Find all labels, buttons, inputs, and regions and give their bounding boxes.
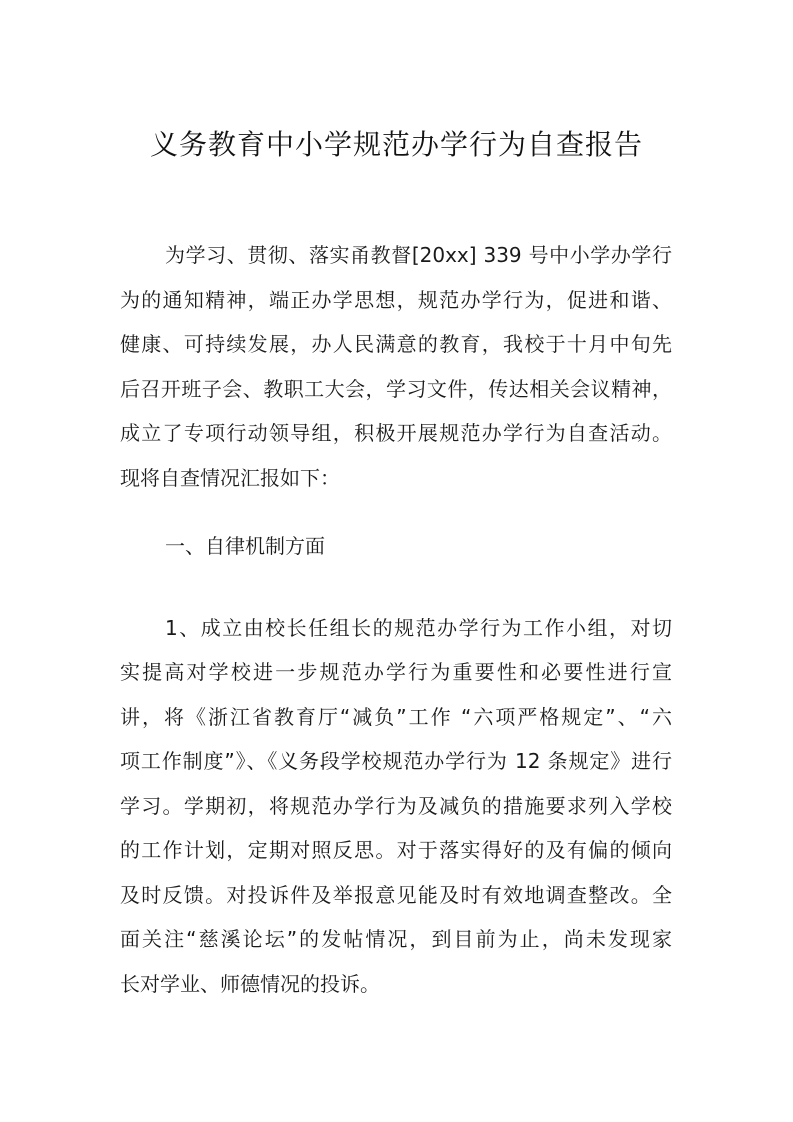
paragraph-line: 现将自查情况汇报如下： <box>120 465 340 490</box>
paragraph-line: 1、成立由校长任组长的规范办学行为工作小组，对切 <box>165 615 672 640</box>
document-body <box>120 233 672 1006</box>
paragraph-line: 实提高对学校进一步规范办学行为重要性和必要性进行宣 <box>120 660 672 684</box>
paragraph-line: 面关注“慈溪论坛”的发帖情况，到目前为止，尚未发现家 <box>120 927 672 951</box>
paragraph-line: 为的通知精神，端正办学思想，规范办学行为，促进和谐、 <box>120 287 672 312</box>
paragraph-line: 健康、可持续发展，办人民满意的教育，我校于十月中旬先 <box>120 332 672 356</box>
paragraph-line: 及时反馈。对投诉件及举报意见能及时有效地调查整改。全 <box>120 882 672 907</box>
paragraph-line: 项工作制度”》、《义务段学校规范办学行为 12 条规定》进行 <box>120 749 672 773</box>
paragraph-line: 的工作计划，定期对照反思。对于落实得好的及有偏的倾向 <box>120 838 672 862</box>
paragraph-line: 成立了专项行动领导组，积极开展规范办学行为自查活动。 <box>120 421 672 445</box>
paragraph-line: 讲，将《浙江省教育厅“减负”工作 “六项严格规定”、“六 <box>120 704 672 729</box>
paragraph-line: 为学习、贯彻、落实甬教督[20xx] 339 号中小学办学行 <box>165 243 672 267</box>
paragraph-intro <box>120 233 672 500</box>
paragraph-self-discipline <box>120 606 672 1007</box>
document-title: 义务教育中小学规范办学行为自查报告 <box>149 128 643 161</box>
paragraph-line: 学习。学期初，将规范办学行为及减负的措施要求列入学校 <box>120 793 672 818</box>
paragraph-line: 后召开班子会、教职工大会，学习文件，传达相关会议精神， <box>120 376 672 401</box>
paragraph-line: 长对学业、师德情况的投诉。 <box>120 971 380 996</box>
section-heading: 一、自律机制方面 <box>165 534 325 558</box>
